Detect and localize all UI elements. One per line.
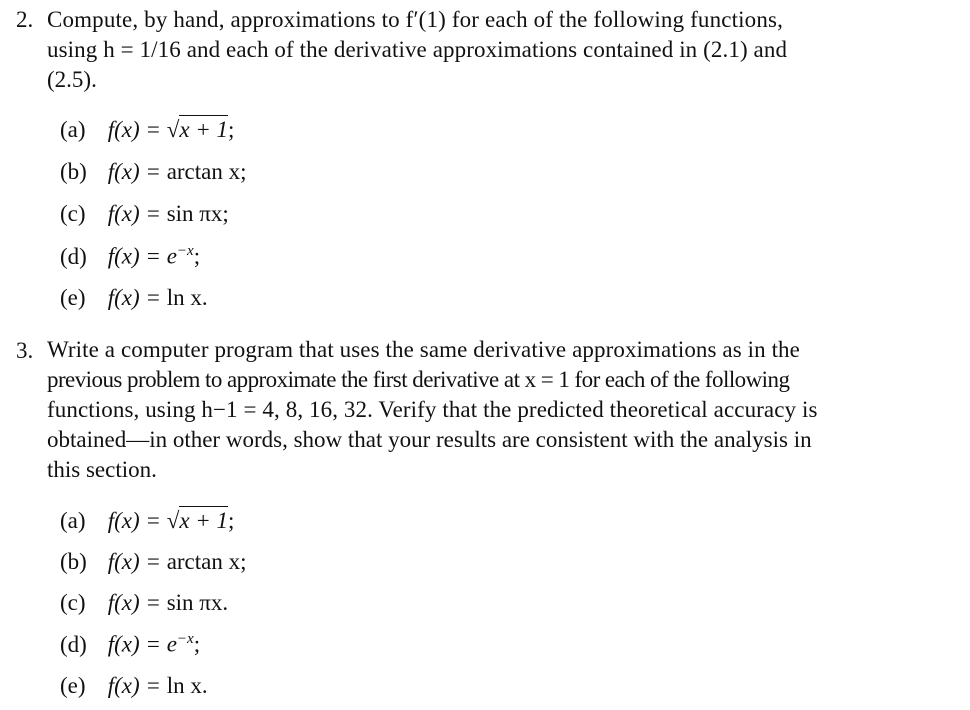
item-end: ; <box>228 117 235 142</box>
sqrt-symbol: √ <box>166 508 180 533</box>
item-lhs: f(x) = <box>107 673 161 698</box>
item-lhs: f(x) = <box>107 201 161 226</box>
item-rhs: sin πx <box>166 201 223 226</box>
item-lhs: f(x) = <box>107 159 161 184</box>
item-label: (b) <box>60 549 87 574</box>
item-end: ; <box>222 201 229 226</box>
item-label: (d) <box>60 243 87 269</box>
function-item <box>60 285 208 311</box>
statement-line: functions, using h−1 = 4, 8, 16, 32. Verify that the predicted theoretical accuracy is <box>47 397 818 422</box>
item-label: (b) <box>60 159 87 184</box>
function-item <box>60 159 247 185</box>
item-end: . <box>201 285 208 310</box>
item-lhs: f(x) = <box>107 549 161 574</box>
item-end: ; <box>240 549 247 574</box>
function-item <box>60 549 247 575</box>
problem-statement <box>47 5 897 95</box>
item-label: (e) <box>60 673 86 698</box>
item-lhs: f(x) = <box>107 243 161 269</box>
item-lhs: f(x) = <box>107 631 161 657</box>
statement-line: (2.5). <box>47 67 97 92</box>
item-rhs: ln x <box>166 673 202 698</box>
item-label: (c) <box>60 201 86 226</box>
item-end: ; <box>193 631 201 657</box>
item-rhs: x + 1 <box>179 117 229 142</box>
function-item <box>60 117 234 143</box>
statement-line: using h = 1/16 and each of the derivative approximations contained in (2.1) and <box>47 37 788 62</box>
function-item <box>60 673 208 699</box>
statement-line: this section. <box>47 457 157 482</box>
item-end: ; <box>193 243 201 269</box>
function-item <box>60 631 200 658</box>
item-exponent: −x <box>176 631 194 647</box>
item-end: ; <box>240 159 247 184</box>
item-label: (c) <box>60 590 86 615</box>
function-item <box>60 243 200 270</box>
item-end: ; <box>228 508 235 533</box>
function-item <box>60 508 234 534</box>
item-rhs: e <box>166 631 177 657</box>
sqrt-symbol: √ <box>166 117 180 142</box>
item-label: (a) <box>60 117 86 142</box>
statement-line: previous problem to approximate the first derivative at x = 1 for each of the following <box>47 367 790 392</box>
item-rhs: arctan x <box>166 549 241 574</box>
item-end: . <box>201 673 208 698</box>
item-label: (a) <box>60 508 86 533</box>
function-item <box>60 590 228 616</box>
statement-line: obtained—in other words, show that your results are consistent with the analysis in <box>47 427 812 452</box>
item-lhs: f(x) = <box>107 117 161 142</box>
item-exponent: −x <box>176 243 194 259</box>
item-rhs: ln x <box>166 285 202 310</box>
item-label: (d) <box>60 631 87 657</box>
problem-number: 3. <box>16 338 34 363</box>
item-lhs: f(x) = <box>107 285 161 310</box>
function-item <box>60 201 229 227</box>
statement-line: Compute, by hand, approximations to f′(1) for each of the following functions, <box>47 7 783 32</box>
item-rhs: arctan x <box>166 159 241 184</box>
item-lhs: f(x) = <box>107 590 161 615</box>
item-rhs: e <box>166 243 177 269</box>
item-label: (e) <box>60 285 86 310</box>
item-lhs: f(x) = <box>107 508 161 533</box>
statement-line: Write a computer program that uses the same derivative approximations as in the <box>47 337 800 362</box>
item-rhs: sin πx <box>166 590 223 615</box>
problem-statement <box>47 335 897 485</box>
item-rhs: x + 1 <box>179 508 229 533</box>
problem-number: 2. <box>16 7 34 32</box>
item-end: . <box>222 590 229 615</box>
